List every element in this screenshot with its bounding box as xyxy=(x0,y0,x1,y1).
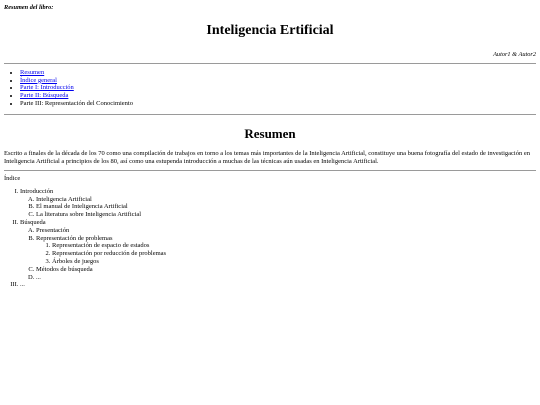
page-title: Inteligencia Ertificial xyxy=(206,22,334,38)
index-item: 2. Representación por reducción de problemas xyxy=(52,250,536,258)
index-item: C. La literatura sobre Inteligencia Artificial xyxy=(36,211,536,219)
index-part-1 xyxy=(20,188,536,219)
nav-link-parte-2[interactable]: Parte II: Búsqueda xyxy=(20,92,69,100)
nav-item-indice xyxy=(20,77,536,85)
authors: Autor1 & Autor2 xyxy=(493,51,536,59)
index-item: A. Presentación xyxy=(36,227,536,235)
index-item: 1. Representación de espacio de estados xyxy=(52,242,536,250)
index-item-with-children xyxy=(36,235,536,266)
index-part-3: III. ... xyxy=(20,281,536,289)
index-part-2-sublist xyxy=(20,227,536,282)
index-item: B. El manual de Inteligencia Artificial xyxy=(36,203,536,211)
summary-text: Escrito a finales de la década de los 70 como una compilación de trabajos en torno a los temas más importantes de la Inteligencia Artificial, constituye una buena fotografía del estado de investigación en Inteligencia Artificial a principios de los 80, así como una estupenda introducción a muchas de las técnicas aún usadas en Inteligencia Artificial. xyxy=(4,150,530,166)
index-item-label: Representación de problemas xyxy=(36,234,113,242)
index-part-1-label: Introducción xyxy=(20,187,54,195)
nav-item-parte-2 xyxy=(20,92,536,100)
divider-top xyxy=(4,63,536,64)
nav-list xyxy=(4,69,536,108)
index-subsublist xyxy=(36,242,536,265)
nav-link-parte-1[interactable]: Parte I: Introducción xyxy=(20,84,74,92)
index-part-2-label: Búsqueda xyxy=(20,219,46,227)
summary-heading: Resumen xyxy=(244,125,296,141)
nav-item-parte-3: • Parte III: Representación del Conocimiento xyxy=(20,100,536,108)
nav-link-resumen[interactable]: Resumen xyxy=(20,68,45,76)
divider-nav xyxy=(4,114,536,115)
nav-link-indice[interactable]: Índice general xyxy=(20,76,57,84)
index-item: A. Inteligencia Artificial xyxy=(36,196,536,204)
index-item: 3. Árboles de juegos xyxy=(52,258,536,266)
index-item: D. ... xyxy=(36,274,536,282)
index-label: Índice xyxy=(4,175,21,183)
nav-item-resumen xyxy=(20,69,536,77)
summary-label: Resumen del libro: xyxy=(4,4,54,11)
index-item: C. Métodos de búsqueda xyxy=(36,266,536,274)
index-list xyxy=(4,188,536,289)
nav-item-parte-1 xyxy=(20,84,536,92)
divider-summary xyxy=(4,170,536,171)
index-part-2 xyxy=(20,219,536,281)
index-part-1-sublist xyxy=(20,196,536,219)
